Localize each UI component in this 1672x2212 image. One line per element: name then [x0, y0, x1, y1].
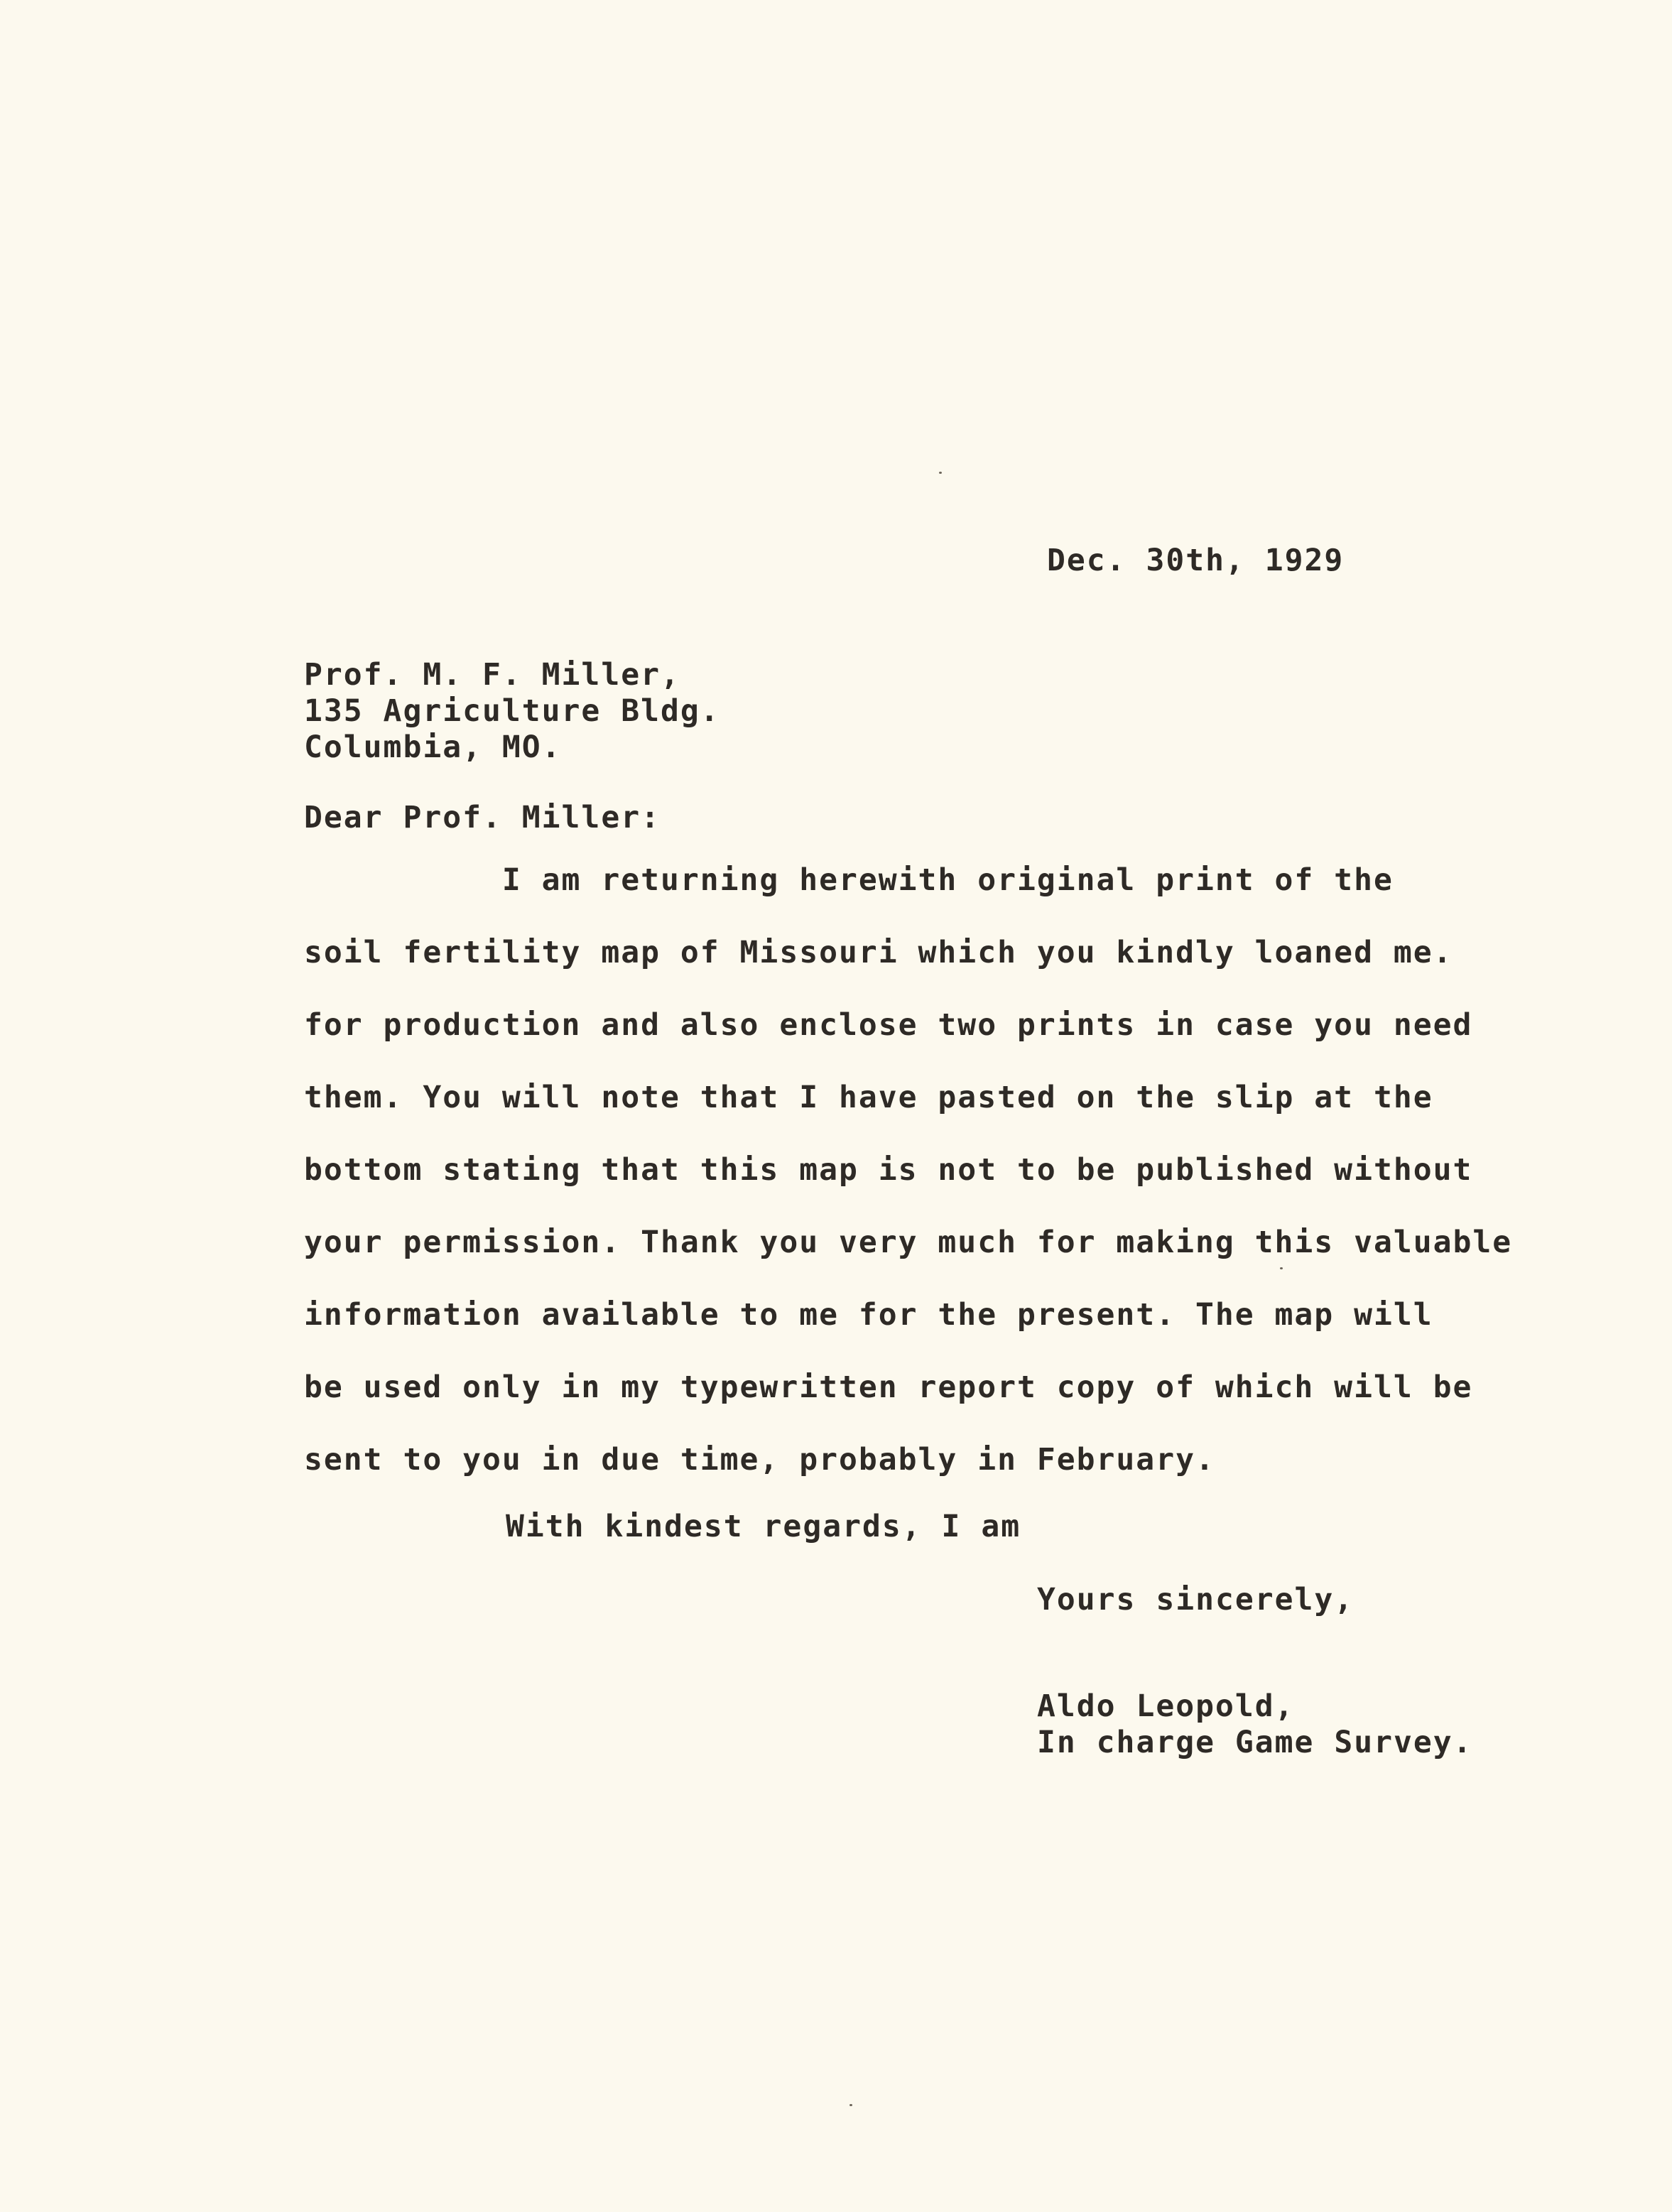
recipient-address: [304, 657, 720, 769]
valediction: Yours sincerely,: [1037, 1582, 1355, 1617]
body-line: be used only in my typewritten report copy of which will be: [304, 1370, 1473, 1405]
body-line: bottom stating that this map is not to be published without: [304, 1152, 1473, 1188]
body-line: I am returning herewith original print of the: [304, 862, 1394, 898]
salutation: Dear Prof. Miller:: [304, 800, 661, 835]
signer-name: Aldo Leopold,: [1037, 1688, 1295, 1724]
body-line: them. You will note that I have pasted on the slip at the: [304, 1080, 1433, 1115]
signature-block: [1037, 1688, 1473, 1764]
letter-body: [304, 862, 1513, 1517]
letter-date: Dec. 30th, 1929: [1047, 543, 1345, 578]
paper-speck: [939, 472, 942, 474]
signer-title: In charge Game Survey.: [1037, 1725, 1473, 1760]
body-line: sent to you in due time, probably in February.: [304, 1442, 1215, 1478]
body-line: soil fertility map of Missouri which you kindly loaned me.: [304, 935, 1453, 970]
body-line: for production and also enclose two prints in case you need: [304, 1007, 1473, 1043]
closing-line: With kindest regards, I am: [506, 1509, 1021, 1544]
body-line: your permission. Thank you very much for making this valuable: [304, 1225, 1513, 1260]
recipient-street: 135 Agriculture Bldg.: [304, 693, 720, 729]
recipient-city: Columbia, MO.: [304, 730, 562, 765]
paper-speck: [849, 2104, 852, 2106]
paper-speck: [1280, 1267, 1283, 1269]
body-line: information available to me for the present. The map will: [304, 1297, 1433, 1333]
recipient-name: Prof. M. F. Miller,: [304, 657, 680, 693]
